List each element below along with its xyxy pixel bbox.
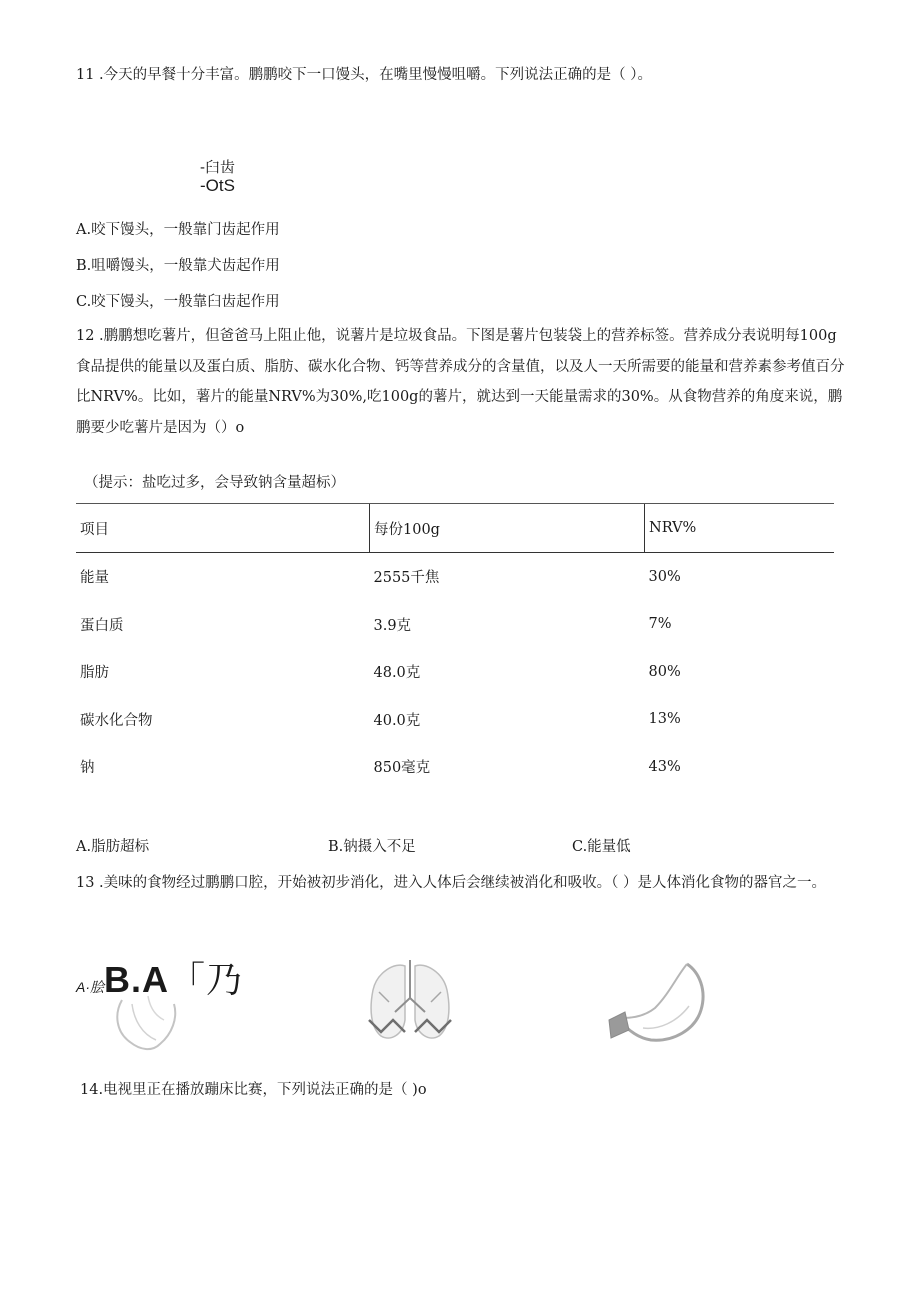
q12-option-a: A.脂肪超标 (76, 839, 150, 855)
q11-option-c: C.咬下馒头，一般靠臼齿起作用 (76, 294, 280, 310)
table-row (76, 743, 834, 791)
table-cell: 48.0克 (373, 665, 421, 682)
q13-stem: 13 .美味的食物经过鹏鹏口腔，开始被初步消化，进入人体后会继续被消化和吸收。（ ）是人体消化食物的器官之一。 (76, 875, 827, 891)
q12-stem: 12 .鹏鹏想吃薯片，但爸爸马上阻止他，说薯片是垃圾食品。下图是薯片包装袋上的营养标签。营养成分表说明每100g食品提供的能量以及蛋白质、脂肪、碳水化合物、钙等营养成分的含量值，以及人一天所需要的能量和营养素参考值百分比NRV%。比如，薯片的能量NRV%为30%,吃100g的薯片，就达到一天能量需求的30%。从食物营养的角度来说，鹏鹏要少吃薯片是因为（）o (76, 328, 845, 436)
table-header-item: 项目 (76, 504, 370, 553)
q11-option-b: B.咀嚼馒头，一般靠犬齿起作用 (76, 258, 280, 274)
table-header-nrv: NRV% (645, 504, 835, 553)
table-cell: 80% (648, 663, 681, 680)
q11-option-a: A.咬下馒头，一般靠门齿起作用 (76, 222, 280, 238)
q14-stem: 14.电视里正在播放蹦床比赛，下列说法正确的是（ )o (80, 1082, 427, 1098)
table-cell: 3.9克 (373, 617, 412, 634)
table-cell: 钠 (80, 760, 95, 777)
table-cell: 脂肪 (80, 665, 109, 682)
table-row (76, 648, 834, 696)
table-cell: 2555千焦 (373, 570, 440, 587)
table-row (76, 696, 834, 744)
q11-figure-label-molar: -臼齿 (200, 159, 235, 176)
table-cell: 40.0克 (373, 712, 421, 729)
table-cell: 蛋白质 (80, 617, 124, 634)
q13-option-a-label: A·脍 (76, 979, 104, 995)
q13-option-b-label: B.A (104, 959, 169, 1000)
q11-stem: 11 .今天的早餐十分丰富。鹏鹏咬下一口馒头，在嘴里慢慢咀嚼。下列说法正确的是（ ）。 (76, 67, 653, 83)
table-cell: 30% (648, 568, 681, 585)
q12-hint: （提示：盐吃过多，会导致钠含量超标） (84, 475, 345, 491)
table-cell: 13% (648, 711, 681, 728)
lungs-image (355, 958, 465, 1050)
table-cell: 7% (648, 616, 672, 633)
table-cell: 43% (648, 758, 681, 775)
q13-option-tail: 「乃 (169, 959, 244, 1000)
table-cell: 850毫克 (373, 760, 431, 777)
nutrition-table (76, 503, 834, 791)
table-cell: 碳水化合物 (80, 712, 153, 729)
table-header-per-100g: 每份100g (370, 504, 645, 553)
table-cell: 能量 (80, 570, 109, 587)
heart-image (108, 990, 188, 1055)
q11-figure-label-2: -OtS (200, 176, 235, 195)
q12-option-c: C.能量低 (572, 839, 631, 855)
table-row (76, 553, 834, 601)
table-header-row (76, 504, 834, 553)
stomach-image (603, 958, 718, 1050)
q12-option-b: B.钠摄入不足 (328, 839, 416, 855)
table-row (76, 601, 834, 649)
